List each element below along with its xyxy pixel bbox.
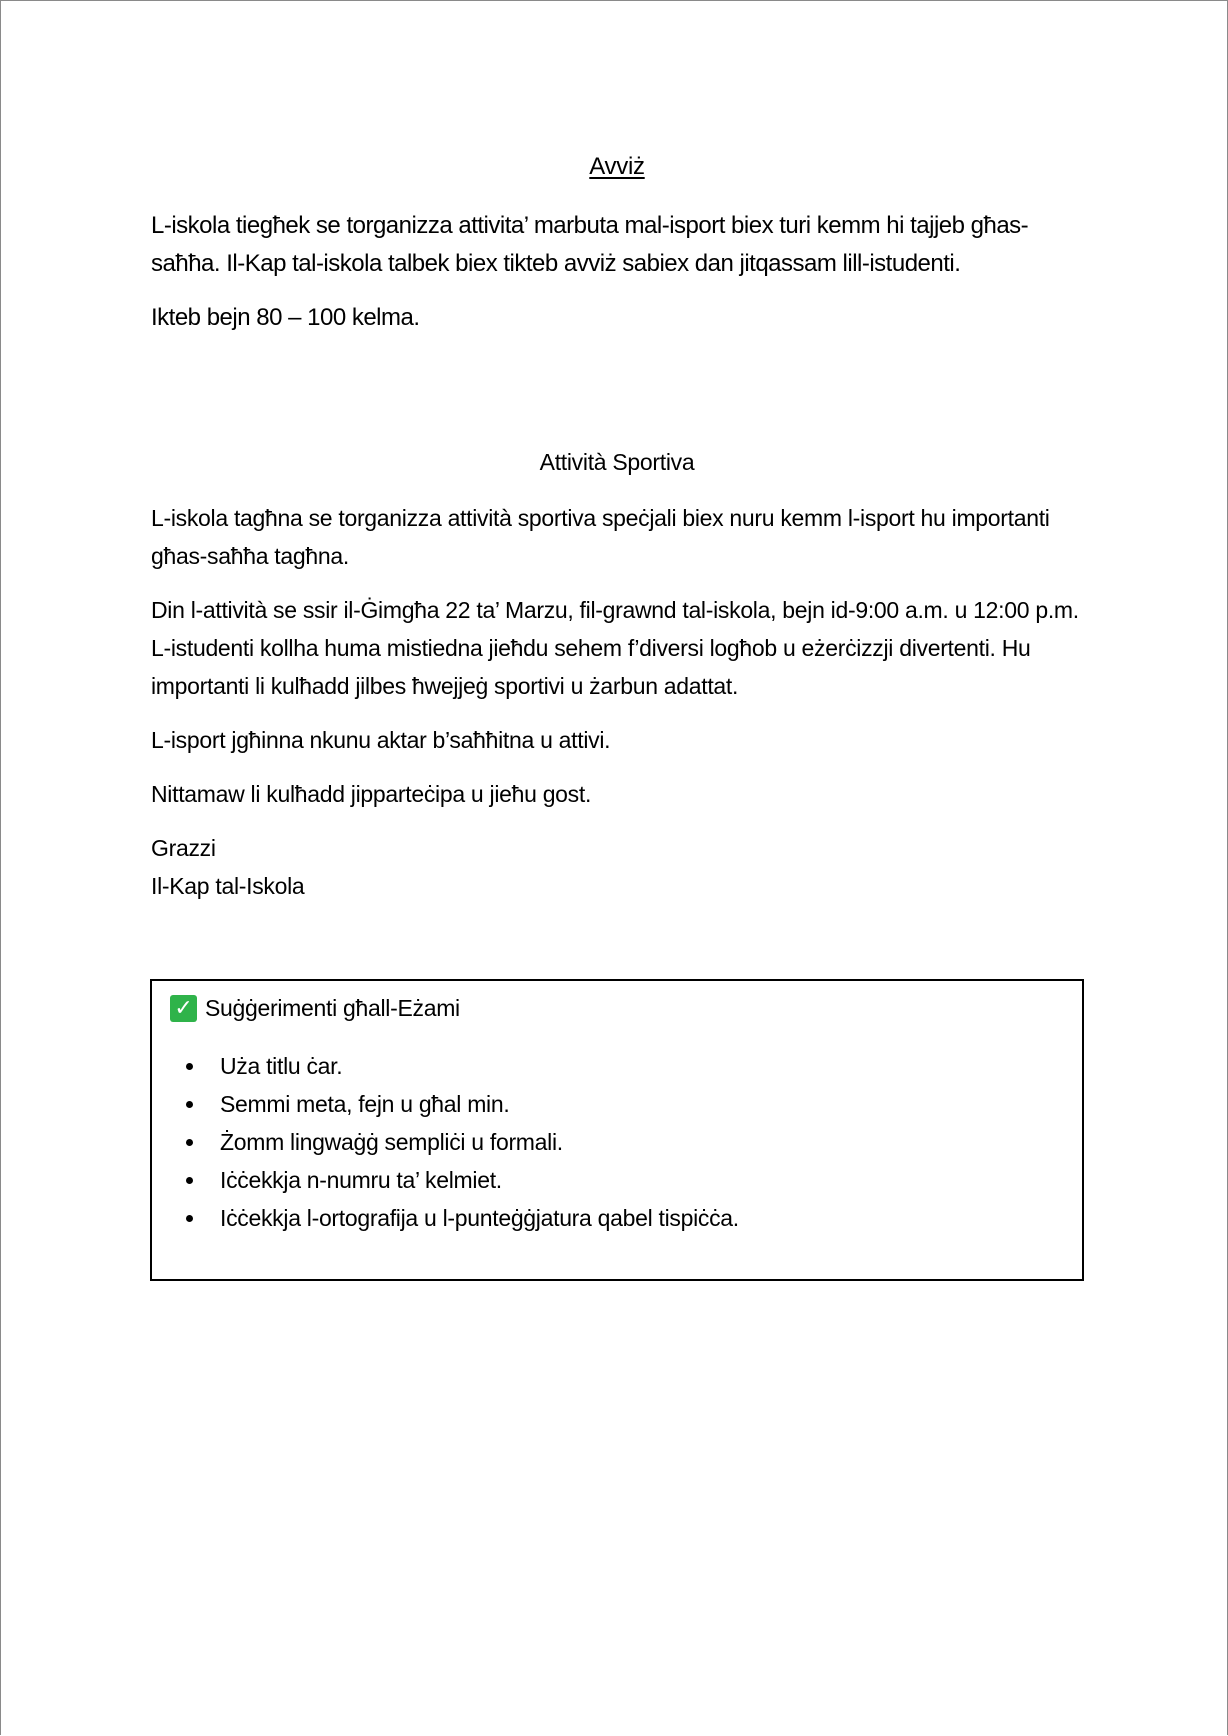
list-item: Semmi meta, fejn u għal min. xyxy=(220,1085,739,1123)
notice-title: Attività Sportiva xyxy=(539,449,695,475)
notice-paragraph-4: Nittamaw li kulħadd jipparteċipa u jieħu gost. xyxy=(151,781,592,807)
check-mark-icon: ✓ xyxy=(170,995,197,1022)
notice-paragraph-3: L-isport jgħinna nkunu aktar b’saħħitna u attivi. xyxy=(151,727,611,753)
notice-signature: Il-Kap tal-Iskola xyxy=(151,873,305,899)
list-item: Żomm lingwaġġ sempliċi u formali. xyxy=(220,1123,739,1161)
exam-tips-box xyxy=(150,979,1084,1281)
task-paragraph: L-iskola tiegħek se torganizza attivita’ marbuta mal-isport biex turi kemm hi tajjeb għas-saħħa. Il-Kap tal-iskola talbek biex tikteb avviż sabiex dan jitqassam lill-istudenti. xyxy=(151,212,1029,277)
exam-tips-list xyxy=(152,1047,739,1237)
list-item: Iċċekkja l-ortografija u l-punteġġjatura qabel tispiċċa. xyxy=(220,1199,739,1237)
notice-closing: Grazzi xyxy=(151,835,216,861)
notice-paragraph-1: L-iskola tagħna se torganizza attività sportiva speċjali biex nuru kemm l-isport hu importanti għas-saħħa tagħna. xyxy=(151,505,1050,569)
task-title: Avviż xyxy=(589,153,645,180)
notice-paragraph-2: Din l-attività se ssir il-Ġimgħa 22 ta’ Marzu, fil-grawnd tal-iskola, bejn id-9:00 a.m. u 12:00 p.m. L-istudenti kollha huma mistiedna jieħdu sehem f’diversi logħob u eżerċizzji divertenti. Hu importanti li kulħadd jilbes ħwejjeġ sportivi u żarbun adattat. xyxy=(151,597,1079,699)
task-instructions xyxy=(151,207,1083,353)
task-word-count: Ikteb bejn 80 – 100 kelma. xyxy=(151,304,420,331)
list-item: Iċċekkja n-numru ta’ kelmiet. xyxy=(220,1161,739,1199)
exam-tips-title: Suġġerimenti għall-Eżami xyxy=(205,995,460,1021)
notice-body xyxy=(151,499,1089,905)
exam-tips-header xyxy=(170,995,460,1022)
list-item: Uża titlu ċar. xyxy=(220,1047,739,1085)
